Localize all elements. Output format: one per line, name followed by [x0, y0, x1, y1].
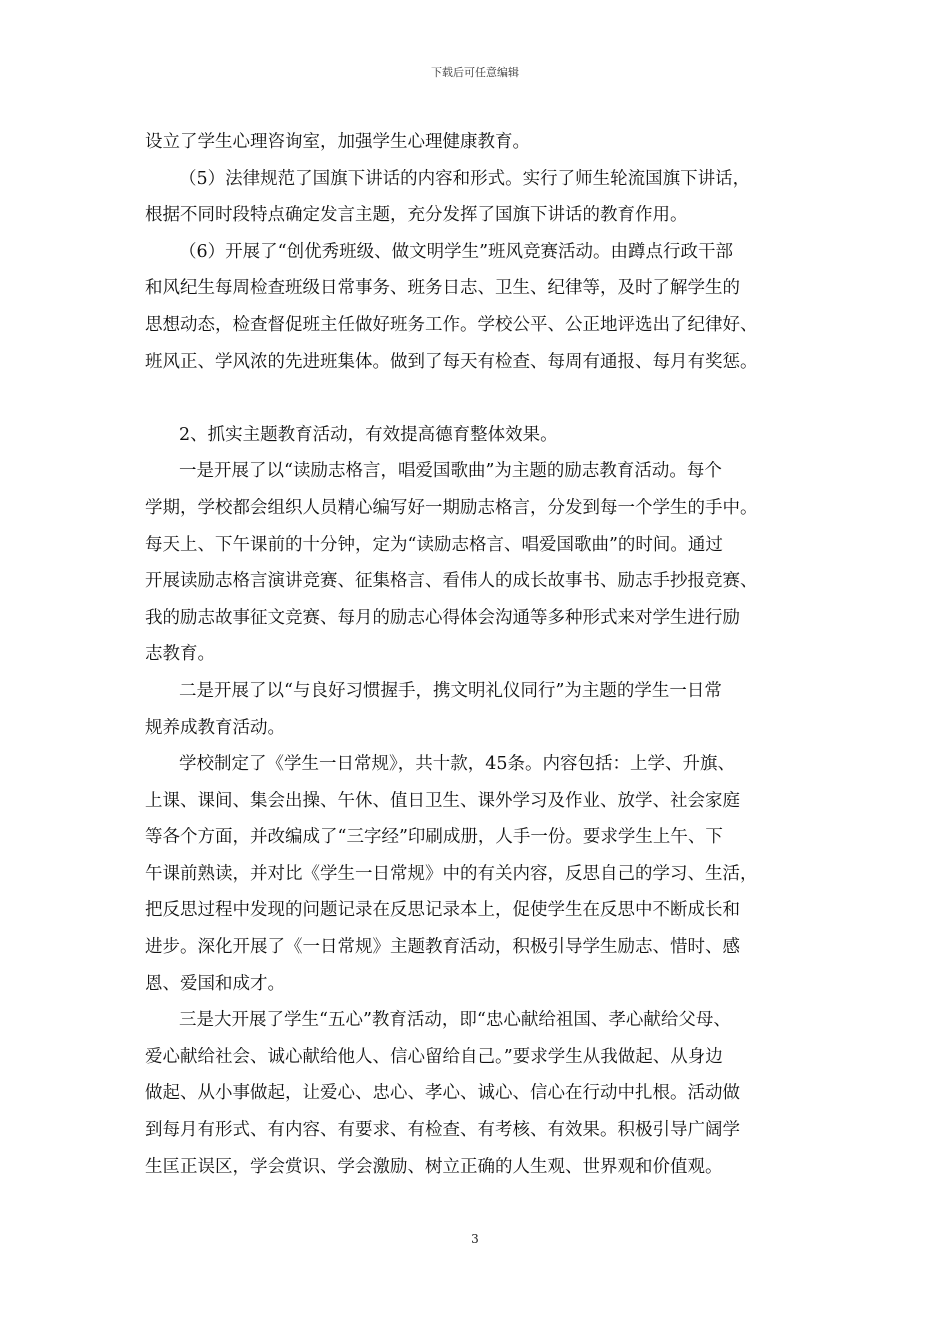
text-line: 学校制定了《学生一日常规》，共十款，45条。内容包括：上学、升旗、	[179, 754, 736, 775]
text-line: 把反思过程中发现的问题记录在反思记录本上，促使学生在反思中不断成长和	[145, 900, 740, 921]
document-body	[145, 124, 823, 1185]
text-line: 等各个方面，并改编成了“三字经”印刷成册，人手一份。要求学生上午、下	[145, 827, 723, 848]
text-line: 和风纪生每周检查班级日常事务、班务日志、卫生、纪律等，及时了解学生的	[145, 278, 740, 299]
text-line: 到每月有形式、有内容、有要求、有检查、有考核、有效果。积极引导广阔学	[145, 1120, 740, 1141]
text-line: 班风正、学风浓的先进班集体。做到了每天有检查、每周有通报、每月有奖惩。	[145, 351, 758, 372]
text-line: （5）法律规范了国旗下讲话的内容和形式。实行了师生轮流国旗下讲话，	[179, 168, 751, 189]
text-line: 思想动态，检查督促班主任做好班务工作。学校公平、公正地评选出了纪律好、	[145, 314, 758, 335]
text-line: 我的励志故事征文竞赛、每月的励志心得体会沟通等多种形式来对学生进行励	[145, 607, 740, 628]
text-line: 二是开展了以“与良好习惯握手，携文明礼仪同行”为主题的学生一日常	[179, 680, 722, 701]
section-heading: 2、抓实主题教育活动，有效提高德育整体效果。	[179, 424, 558, 445]
text-line: 三是大开展了学生“五心”教育活动，即“忠心献给祖国、孝心献给父母、	[179, 1010, 731, 1031]
page-header: 下载后可任意编辑	[431, 66, 519, 79]
text-line: 根据不同时段特点确定发言主题，充分发挥了国旗下讲话的教育作用。	[145, 205, 688, 226]
text-line: 午课前熟读，并对比《学生一日常规》中的有关内容，反思自己的学习、生活，	[145, 863, 758, 884]
text-line: 做起、从小事做起，让爱心、忠心、孝心、诚心、信心在行动中扎根。活动做	[145, 1083, 740, 1104]
text-line: （6）开展了“创优秀班级、做文明学生”班风竞赛活动。由蹲点行政干部	[179, 241, 734, 262]
paragraph-gap	[145, 380, 823, 417]
text-line: 学期，学校都会组织人员精心编写好一期励志格言，分发到每一个学生的手中。	[145, 497, 758, 518]
text-line: 每天上、下午课前的十分钟，定为“读励志格言、唱爱国歌曲”的时间。通过	[145, 534, 723, 555]
text-line: 规养成教育活动。	[145, 717, 285, 738]
text-line: 开展读励志格言演讲竞赛、征集格言、看伟人的成长故事书、励志手抄报竞赛、	[145, 571, 758, 592]
text-line: 一是开展了以“读励志格言，唱爱国歌曲”为主题的励志教育活动。每个	[179, 461, 722, 482]
text-line: 恩、爱国和成才。	[145, 973, 285, 994]
text-line: 志教育。	[145, 644, 215, 665]
text-line: 进步。深化开展了《一日常规》主题教育活动，积极引导学生励志、惜时、感	[145, 937, 740, 958]
text-line: 生匡正误区，学会赏识、学会激励、树立正确的人生观、世界观和价值观。	[145, 1156, 723, 1177]
text-line: 上课、课间、集会出操、午休、值日卫生、课外学习及作业、放学、社会家庭	[145, 790, 740, 811]
text-line: 爱心献给社会、诚心献给他人、信心留给自己。”要求学生从我做起、从身边	[145, 1046, 723, 1067]
page-number: 3	[471, 1232, 479, 1246]
text-line: 设立了学生心理咨询室，加强学生心理健康教育。	[145, 132, 530, 152]
